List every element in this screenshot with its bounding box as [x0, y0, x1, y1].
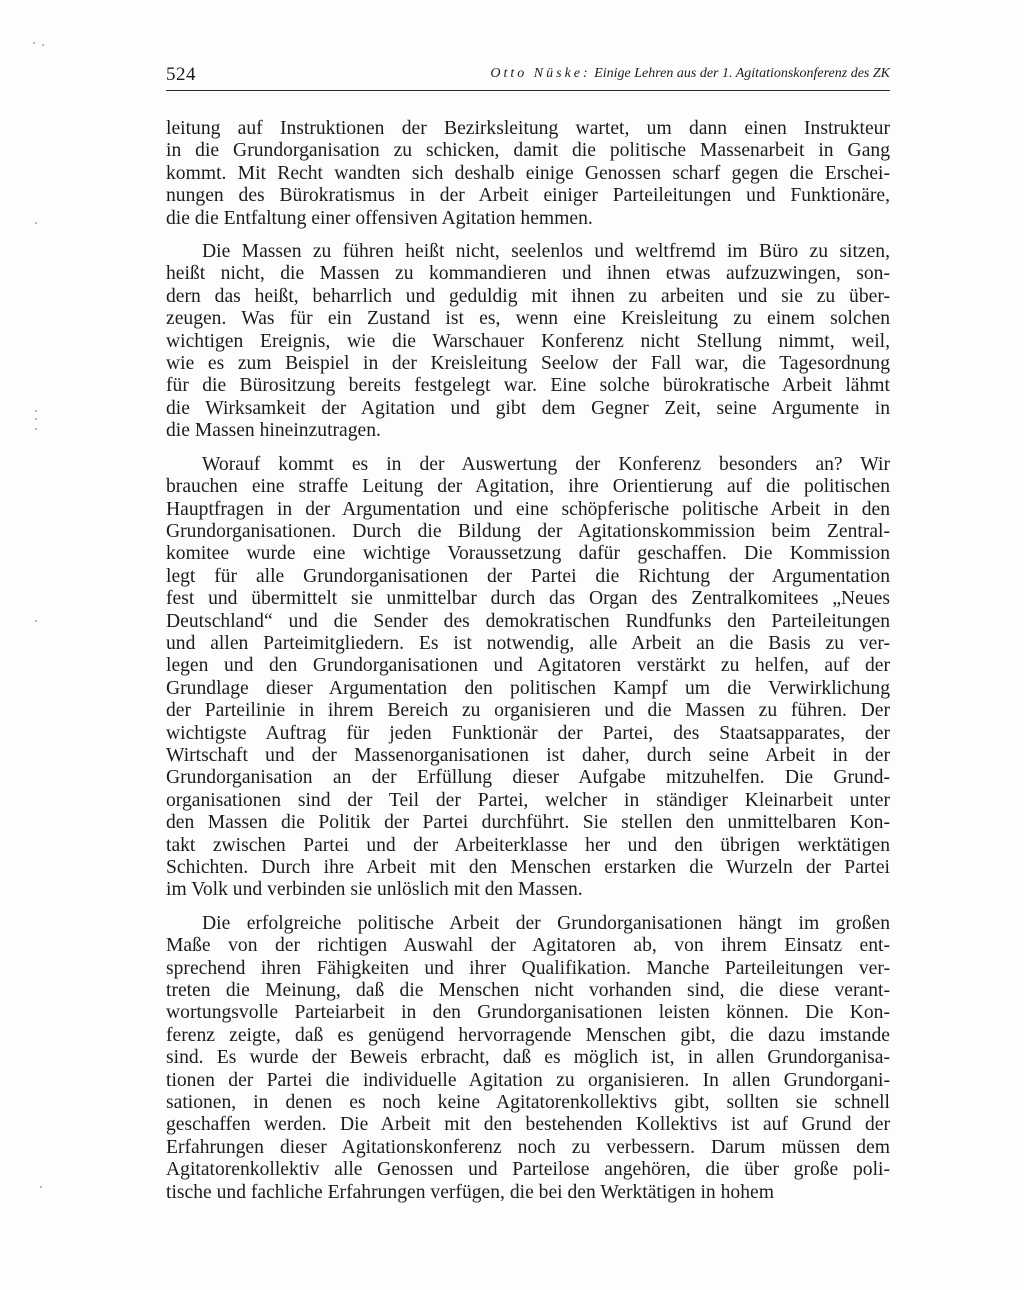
text-line: die Wirksamkeit der Agitation und gibt dem Gegner Zeit, seine Argumente in [166, 397, 890, 419]
text-line: Grundorganisation an der Erfüllung dieser Aufgabe mitzuhelfen. Die Grund- [166, 767, 890, 789]
running-title [490, 66, 890, 82]
text-line: im Volk und verbinden sie unlöslich mit den Massen. [166, 879, 583, 901]
text-line: Schichten. Durch ihre Arbeit mit den Menschen erstarken die Wurzeln der Partei [166, 857, 890, 878]
text-line: kommt. Mit Recht wandten sich deshalb einige Genossen scharf gegen die Erschei- [166, 162, 890, 184]
paragraph [166, 118, 890, 230]
text-line: Grundlage dieser Argumentation den politischen Kampf um die Verwirklichung [166, 677, 890, 699]
text-line: komitee wurde eine wichtige Voraussetzung dafür geschaffen. Die Kommission [166, 543, 890, 565]
text-line: tische und fachliche Erfahrungen verfügen, die bei den Werktätigen in hohem [166, 1181, 774, 1203]
paragraph [166, 454, 890, 902]
text-line: Hauptfragen in der Argumentation und eine schöpferische politische Arbeit in den [166, 498, 890, 520]
paragraph-gap [166, 443, 890, 454]
text-line: takt zwischen Partei und der Arbeiterklasse her und den übrigen werktätigen [166, 834, 890, 856]
running-header [166, 62, 890, 91]
paragraph [166, 913, 890, 1204]
text-line: Worauf kommt es in der Auswertung der Konferenz besonders an? Wir [202, 453, 890, 475]
text-line: legt für alle Grundorganisationen der Partei die Richtung der Argumentation [166, 565, 890, 587]
text-line: Die Massen zu führen heißt nicht, seelenlos und weltfremd im Büro zu sitzen, [202, 241, 890, 263]
text-line: Die erfolgreiche politische Arbeit der Grundorganisationen hängt im großen [202, 912, 890, 934]
paragraph [166, 241, 890, 443]
text-line: Maße von der richtigen Auswahl der Agitatoren ab, von ihrem Einsatz ent- [166, 935, 890, 957]
text-line: wichtigen Ereignis, wie die Warschauer Konferenz nicht Stellung nimmt, weil, [166, 330, 890, 352]
scan-mark [35, 410, 37, 412]
text-line: und allen Parteimitgliedern. Es ist notwendig, alle Arbeit an die Basis zu ver- [166, 632, 890, 654]
text-line: in die Grundorganisation zu schicken, damit die politische Massenarbeit in Gang [166, 140, 890, 162]
running-head-title: Einige Lehren aus der 1. Agitationskonferenz des ZK [594, 66, 890, 81]
text-line: tionen der Partei die individuelle Agitation zu organisieren. In allen Grundorgani- [166, 1069, 890, 1091]
text-line: die die Entfaltung einer offensiven Agitation hemmen. [166, 207, 593, 229]
paragraph-gap [166, 230, 890, 241]
text-line: geschaffen werden. Die Arbeit mit den bestehenden Kollektivs ist auf Grund der [166, 1114, 890, 1136]
text-line: ferenz zeigte, daß es genügend hervorragende Menschen gibt, die dazu imstande [166, 1024, 890, 1046]
text-line: Agitatorenkollektiv alle Genossen und Parteilose angehören, die über große poli- [166, 1159, 890, 1181]
text-line: wortungsvolle Parteiarbeit in den Grundorganisationen leisten können. Die Kon- [166, 1002, 890, 1024]
text-line: sprechend ihren Fähigkeiten und ihrer Qualifikation. Manche Parteileitungen ver- [166, 957, 890, 979]
text-line: legen und den Grundorganisationen und Agitatoren verstärkt zu helfen, auf der [166, 655, 890, 677]
text-line: leitung auf Instruktionen der Bezirksleitung wartet, um dann einen Instrukteur [166, 118, 890, 139]
text-line: die Massen hineinzutragen. [166, 420, 381, 442]
scan-mark [35, 222, 37, 224]
text-line: wie es zum Beispiel in der Kreisleitung Seelow der Fall war, die Tagesordnung [166, 353, 890, 375]
text-line: Wirtschaft und der Massenorganisationen ist daher, durch seine Arbeit in der [166, 744, 890, 766]
text-line: Grundorganisationen. Durch die Bildung der Agitationskommission beim Zentral- [166, 520, 890, 542]
scan-mark [35, 418, 37, 420]
scan-mark [33, 42, 35, 44]
text-line: sationen, in denen es noch keine Agitatorenkollektivs gibt, sollten sie schnell [166, 1092, 890, 1114]
page-number: 524 [166, 64, 196, 85]
text-line: organisationen sind der Teil der Partei, welcher in ständiger Kleinarbeit unter [166, 789, 890, 811]
text-line: fest und übermittelt sie unmittelbar durch das Organ des Zentralkomitees „Neues [166, 588, 890, 610]
text-line: wichtigste Auftrag für jeden Funktionär der Partei, des Staatsapparates, der [166, 722, 890, 744]
text-line: Deutschland“ und die Sender des demokratischen Rundfunks den Parteileitungen [166, 610, 890, 632]
text-line: heißt nicht, die Massen zu kommandieren und ihnen etwas aufzuzwingen, son- [166, 263, 890, 285]
paragraph-gap [166, 902, 890, 913]
text-line: der Parteilinie in ihrem Bereich zu organisieren und die Massen zu führen. Der [166, 700, 890, 722]
scan-mark [35, 620, 37, 622]
scan-mark [40, 1186, 42, 1188]
running-head-author: Otto Nüske: [490, 66, 591, 81]
scan-mark [35, 428, 37, 430]
text-line: Erfahrungen dieser Agitationskonferenz noch zu verbessern. Darum müssen dem [166, 1136, 890, 1158]
text-line: zeugen. Was für ein Zustand ist es, wenn eine Kreisleitung zu einem solchen [166, 308, 890, 330]
text-line: nungen des Bürokratismus in der Arbeit einiger Parteileitungen und Funktionäre, [166, 185, 890, 207]
text-line: treten die Meinung, daß die Menschen nicht vorhanden sind, die diese verant- [166, 980, 890, 1002]
scan-mark [42, 44, 44, 46]
text-line: den Massen die Politik der Partei durchführt. Sie stellen den unmittelbaren Kon- [166, 812, 890, 834]
body-text [166, 118, 890, 1204]
text-line: dern das heißt, beharrlich und geduldig mit ihnen zu arbeiten und sie zu über- [166, 285, 890, 307]
text-line: für die Bürositzung bereits festgelegt war. Eine solche bürokratische Arbeit lähmt [166, 375, 890, 397]
text-line: sind. Es wurde der Beweis erbracht, daß es möglich ist, in allen Grundorganisa- [166, 1047, 890, 1069]
text-line: brauchen eine straffe Leitung der Agitation, ihre Orientierung auf die politischen [166, 476, 890, 498]
